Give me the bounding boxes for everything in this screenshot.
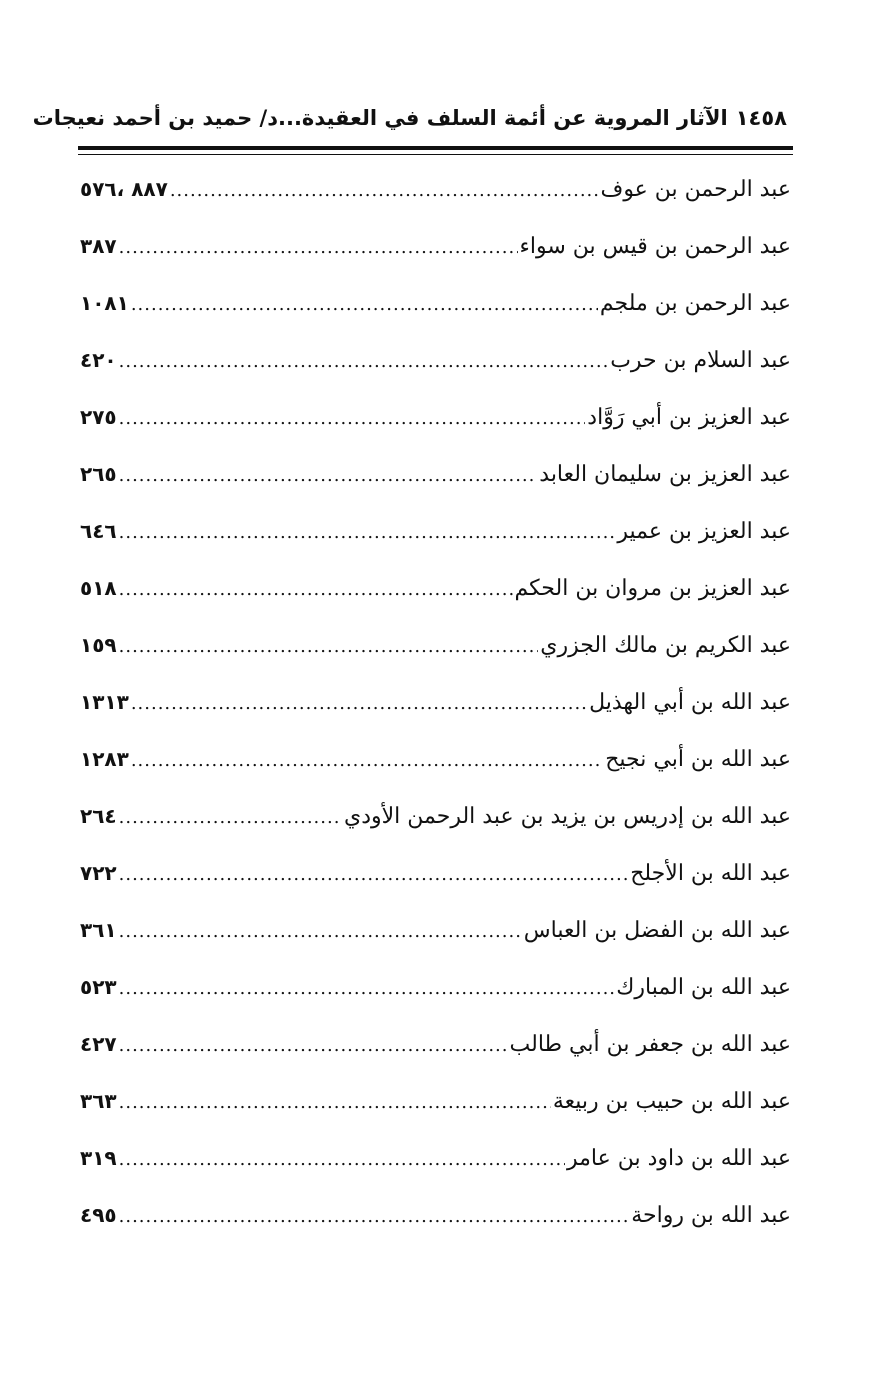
entry-name: عبد الله بن المبارك	[616, 975, 791, 1000]
index-entry	[80, 1078, 791, 1135]
book-title: الآثار المروية عن أئمة السلف في العقيدة...د/ حميد بن أحمد نعيجات	[32, 106, 728, 130]
entry-pages: ٥٢٣	[80, 975, 117, 999]
entry-name: عبد الله بن أبي نجيح	[605, 747, 791, 772]
entry-pages: ١٣١٣	[80, 690, 129, 714]
entry-name: عبد الرحمن بن قيس بن سواء	[519, 234, 791, 259]
header-rule-thick	[78, 146, 793, 150]
index-entry	[80, 850, 791, 907]
index-entry	[80, 1021, 791, 1078]
leader-dots	[119, 1080, 551, 1126]
entry-pages: ١٠٨١	[80, 291, 129, 315]
entry-pages: ٦٤٦	[80, 519, 117, 543]
entry-pages: ٢٧٥	[80, 405, 117, 429]
leader-dots	[131, 681, 587, 727]
entry-name: عبد الله بن داود بن عامر	[567, 1146, 791, 1171]
index-entry	[80, 223, 791, 280]
entry-name: عبد الرحمن بن عوف	[600, 177, 791, 202]
entry-name: عبد الكريم بن مالك الجزري	[540, 633, 791, 658]
leader-dots	[119, 567, 513, 613]
entry-name: عبد العزيز بن مروان بن الحكم	[514, 576, 791, 601]
index-entry	[80, 679, 791, 736]
leader-dots	[119, 852, 629, 898]
entry-pages: ٥١٨	[80, 576, 117, 600]
leader-dots	[131, 738, 603, 784]
header-rule-thin	[78, 154, 793, 155]
page-number: ١٤٥٨	[735, 106, 787, 130]
entry-pages: ١٥٩	[80, 633, 117, 657]
leader-dots	[119, 1137, 565, 1183]
entry-name: عبد الله بن أبي الهذيل	[589, 690, 791, 715]
entry-name: عبد الله بن الأجلح	[630, 861, 791, 886]
index-entry	[80, 166, 791, 223]
index-entry	[80, 280, 791, 337]
leader-dots	[119, 966, 615, 1012]
leader-dots	[119, 909, 522, 955]
entry-pages: ٢٦٤	[80, 804, 117, 828]
index-entry	[80, 793, 791, 850]
entry-name: عبد الله بن إدريس بن يزيد بن عبد الرحمن الأودي	[343, 804, 791, 829]
leader-dots	[170, 168, 599, 214]
index-entry	[80, 1135, 791, 1192]
index-entry	[80, 394, 791, 451]
leader-dots	[119, 1023, 508, 1069]
index-list	[80, 166, 791, 1249]
entry-name: عبد العزيز بن أبي رَوَّاد	[587, 405, 791, 430]
entry-pages: ٤٩٥	[80, 1203, 117, 1227]
entry-pages: ٣٦٣	[80, 1089, 117, 1113]
entry-pages: ٤٢٧	[80, 1032, 117, 1056]
leader-dots	[119, 624, 539, 670]
leader-dots	[119, 510, 616, 556]
index-entry	[80, 508, 791, 565]
entry-name: عبد السلام بن حرب	[610, 348, 791, 373]
index-entry	[80, 622, 791, 679]
index-entry	[80, 337, 791, 394]
entry-pages: ٤٢٠	[80, 348, 117, 372]
leader-dots	[119, 396, 586, 442]
leader-dots	[119, 795, 342, 841]
entry-pages: ٣١٩	[80, 1146, 117, 1170]
entry-pages: ٣٦١	[80, 918, 117, 942]
index-entry	[80, 964, 791, 1021]
entry-pages: ٣٨٧	[80, 234, 117, 258]
index-entry	[80, 565, 791, 622]
entry-name: عبد العزيز بن عمير	[617, 519, 791, 544]
leader-dots	[119, 225, 518, 271]
entry-name: عبد الله بن جعفر بن أبي طالب	[509, 1032, 791, 1057]
entry-name: عبد الله بن رواحة	[631, 1203, 791, 1228]
entry-name: عبد الله بن الفضل بن العباس	[523, 918, 791, 943]
entry-pages: ٧٢٢	[80, 861, 117, 885]
index-entry	[80, 736, 791, 793]
entry-name: عبد الرحمن بن ملجم	[599, 291, 791, 316]
entry-pages: ٨٨٧ ،٥٧٦	[80, 177, 168, 201]
entry-name: عبد الله بن حبيب بن ربيعة	[552, 1089, 791, 1114]
leader-dots	[119, 339, 609, 385]
index-entry	[80, 1192, 791, 1249]
leader-dots	[119, 453, 538, 499]
running-head	[32, 98, 787, 138]
entry-pages: ٢٦٥	[80, 462, 117, 486]
entry-pages: ١٢٨٣	[80, 747, 129, 771]
leader-dots	[119, 1194, 630, 1240]
index-entry	[80, 907, 791, 964]
leader-dots	[131, 282, 598, 328]
index-entry	[80, 451, 791, 508]
entry-name: عبد العزيز بن سليمان العابد	[539, 462, 791, 487]
